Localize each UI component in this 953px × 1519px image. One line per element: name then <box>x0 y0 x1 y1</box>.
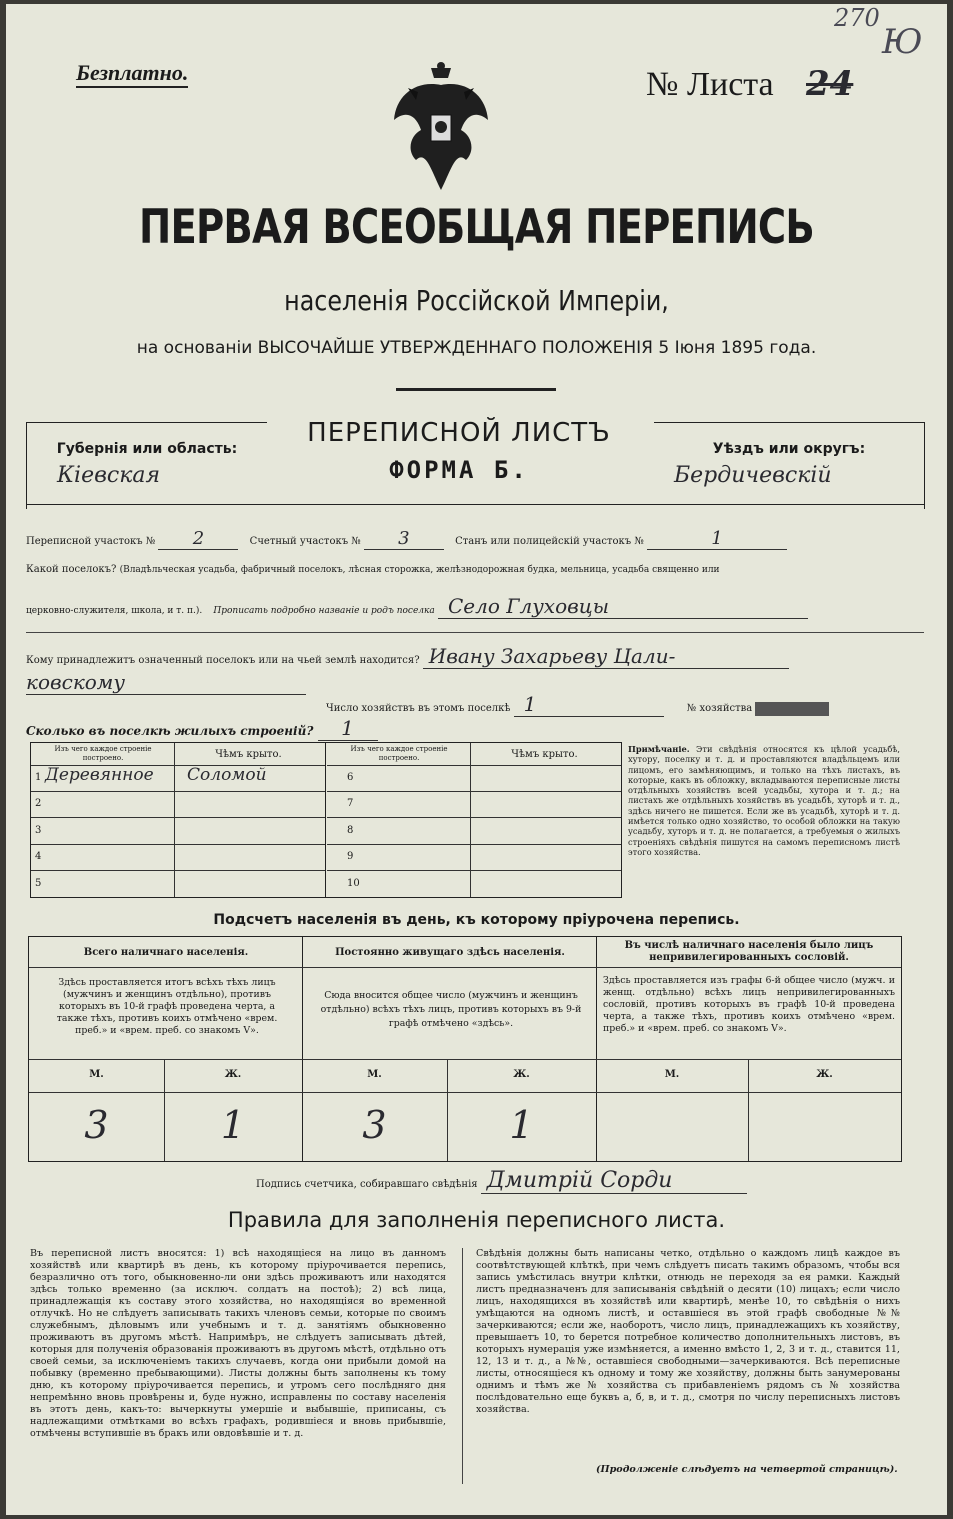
form-label: ФОРМА Б. <box>389 456 529 484</box>
sheet-title: ПЕРЕПИСНОЙ ЛИСТЪ <box>307 418 611 448</box>
count-district-value: 3 <box>364 528 444 550</box>
building-row <box>31 818 325 845</box>
settlement-question-line <box>26 564 926 575</box>
settlement-hint-1: (Владѣльческая усадьба, фабричный поселокъ, лѣсная сторожка, желѣзнодорожная будка, мельница, усадьба священно или <box>119 565 720 575</box>
settlement-question: Какой поселокъ? <box>26 564 117 575</box>
building-row-number: 5 <box>35 877 42 889</box>
owner-value-2: ковскому <box>26 670 306 695</box>
uezd-label: Уѣздъ или округъ: <box>712 441 866 457</box>
rules-right-column: Свѣдѣнія должны быть написаны четко, отдѣльно о каждомъ лицѣ каждое въ соотвѣтствующей клѣткѣ, при чемъ слѣдуетъ писать такимъ образомъ, чтобы вся запись умѣстилась внутри клѣтки, отнюдь не переходя за ея рамки. Каждый листъ предназначенъ для записыванія свѣдѣній о десяти (10) лицахъ; если число лицъ, находящихся въ хозяйствѣ или квартирѣ, менѣе 10, то свѣдѣнія о нихъ умѣщаются на одномъ листѣ, и оставшіеся въ этой графѣ свободные №№ зачеркиваются; если же, наоборотъ, число лицъ, принадлежащихъ къ хозяйству, превышаетъ 10, то берется потребное количество дополнительныхъ листовъ, въ которыхъ нумерація уже измѣняется, а именно вмѣсто 1, 2, 3 и т. д., ставится 11, 12, 13 и т. д., а №№, оставшіеся свободными—зачеркиваются. Всѣ переписные листы, относящіеся къ одному и тому же хозяйству, должны быть занумерованы однимъ и тѣмъ же № хозяйства съ прибавленіемъ рядомъ съ № хозяйства послѣдовательно еще буквъ а, б, в, и т. д., смотря по числу переписныхъ листовъ хозяйства. <box>476 1248 900 1415</box>
header-rule <box>26 504 924 505</box>
gubernia-label: Губернія или область: <box>56 441 238 457</box>
legal-basis: на основаніи ВЫСОЧАЙШЕ УТВЕРЖДЕННАГО ПОЛОЖЕНІЯ 5 Іюня 1895 года. <box>136 338 817 358</box>
building-row-number: 4 <box>35 851 42 863</box>
sheet-title-box <box>266 418 652 484</box>
archive-mark: Ю <box>882 22 923 62</box>
col-material-right: Изъ чего каждое строеніе построено. <box>350 745 448 762</box>
households-value: 1 <box>514 692 664 717</box>
households-label: Число хозяйствъ въ этомъ поселкѣ <box>326 703 511 714</box>
district-line <box>26 528 787 550</box>
building-row <box>31 871 325 897</box>
building-row <box>31 765 325 792</box>
building-row <box>327 844 621 871</box>
pop-col1-head: Всего наличнаго населенія. <box>83 947 249 958</box>
pop-col1-m-value: 3 <box>84 1103 109 1147</box>
building-row-number: 6 <box>347 772 354 783</box>
building-roof: Соломой <box>187 765 267 785</box>
rules-title: Правила для заполненія переписного листа. <box>227 1208 726 1232</box>
building-row-number: 2 <box>35 798 42 810</box>
count-district-label: Счетный участокъ № <box>249 536 361 547</box>
pop-col2-text: Сюда вносится общее число (мужчинъ и женщинъ отдѣльно) всѣхъ тѣхъ лицъ, противъ которыхъ въ 9-й графѣ отмѣчено «здѣсь». <box>320 990 582 1029</box>
pop-col3-text: Здѣсь проставляется изъ графы 6-й общее число (мужч. и женщ. отдѣльно) всѣхъ лицъ непривилегированныхъ сословій, противъ которыхъ въ графѣ 10-й проведена черта, а также тѣхъ, противъ коихъ отмѣчено «врем. преб.» и «врем. преб. со знакомъ V». <box>603 975 895 1034</box>
population-table <box>28 936 902 1162</box>
pop-col2-f-label: Ж. <box>513 1069 530 1080</box>
buildings-label: Сколько въ поселкѣ жилыхъ строеній? <box>26 724 314 738</box>
household-no-label: № хозяйства <box>686 703 753 714</box>
title-divider <box>396 388 556 391</box>
pop-col3-f-label: Ж. <box>816 1069 833 1080</box>
sheet-number: 24 <box>806 64 854 104</box>
building-row-number: 3 <box>35 824 42 836</box>
free-label: Безплатно. <box>76 60 188 88</box>
building-row <box>31 844 325 871</box>
pop-head-rule <box>29 967 901 968</box>
rules-divider <box>462 1248 463 1484</box>
rules-left-column: Въ переписной листъ вносятся: 1) всѣ находящіеся на лицо въ данномъ хозяйствѣ или квартирѣ въ день, къ которому пріурочивается перепись, безразлично отъ того, обыкновенно-ли они здѣсь проживаютъ или находятся здѣсь только временно (за исключ. солдатъ на постоѣ); 2) всѣ лица, принадлежащія къ составу этого хозяйства, но находящіяся во временной отлучкѣ. Но не слѣдуетъ записывать такихъ членовъ семьи, которые по своимъ служебнымъ, дѣловымъ или учебнымъ и т. д. занятіямъ обыкновенно проживаютъ въ другомъ мѣстѣ. Напримѣръ, не слѣдуетъ записывать дѣтей, которыя для полученія образованія проживаютъ въ другомъ мѣстѣ, отдѣльно отъ своей семьи, за исключеніемъ такихъ случаевъ, когда они прибыли домой на побывку (временно пребывающими). Листы должны быть заполнены къ тому дню, къ которому пріурочивается перепись, и утромъ сего послѣдняго дня непремѣнно вновь провѣрены и, буде нужно, исправлены по составу населенія въ этотъ день, какъ-то: вычеркнуты умершіе и выбывшіе, приписаны, съ надлежащими отмѣтками во всѣхъ графахъ, родившіеся и вновь прибывшіе, отмѣчены вступившіе въ бракъ или овдовѣвшіе и т. д. <box>30 1248 446 1439</box>
signature-line <box>256 1168 747 1194</box>
pop-col3-head: Въ числѣ наличнаго населенія было лицъ непривилегированныхъ сословій. <box>624 940 874 963</box>
owner-line <box>26 644 789 669</box>
pop-col2-f-value: 1 <box>509 1103 534 1147</box>
pop-col2-m-label: М. <box>367 1069 382 1080</box>
pop-col1-f-label: Ж. <box>224 1069 242 1080</box>
building-row-number: 8 <box>347 824 354 836</box>
uezd-value: Бердичевскій <box>674 463 832 488</box>
household-no-redacted <box>755 702 829 716</box>
double-headed-eagle-emblem <box>386 60 496 200</box>
sheet-label: № Листа <box>646 66 774 103</box>
signature-value: Дмитрій Сорди <box>481 1168 747 1194</box>
archive-page-number: 270 <box>834 4 880 32</box>
building-row-number: 9 <box>347 851 354 863</box>
stan-label: Станъ или полицейскій участокъ № <box>455 536 644 547</box>
settlement-hint-2: церковно-служителя, школа, и т. п.). <box>26 606 203 616</box>
col-roof-right: Чѣмъ крыто. <box>511 749 578 760</box>
col-material-left: Изъ чего каждое строеніе построено. <box>54 745 152 762</box>
col-roof-left: Чѣмъ крыто. <box>215 749 282 760</box>
census-form-page <box>6 4 947 1515</box>
owner-question: Кому принадлежитъ означенный поселокъ или на чьей землѣ находится? <box>26 655 420 666</box>
buildings-note <box>628 744 900 857</box>
census-district-label: Переписной участокъ № <box>26 536 156 547</box>
building-row-number: 7 <box>347 798 354 810</box>
building-row <box>31 791 325 818</box>
buildings-left-half <box>31 743 326 897</box>
note-title: Примѣчаніе. <box>628 744 690 754</box>
pop-col3-m-label: М. <box>664 1069 680 1080</box>
rules-continued: (Продолженіе слѣдуетъ на четвертой страницѣ). <box>596 1464 898 1475</box>
settlement-rule <box>26 632 924 633</box>
buildings-table <box>30 742 622 898</box>
settlement-answer-line <box>26 594 808 619</box>
building-row-number: 10 <box>347 877 360 889</box>
page-subtitle: населенія Россійской Имперіи, <box>284 284 669 317</box>
buildings-value: 1 <box>318 716 378 741</box>
pop-col2-m-value: 3 <box>362 1103 387 1147</box>
note-text: Эти свѣдѣнія относятся къ цѣлой усадьбѣ, хутору, поселку и т. д. и проставляются владѣльцемъ или лицомъ, его замѣняющимъ, и только на тѣхъ листахъ, въ которые, какъ въ обложку, вкладываются переписные листы отдѣльныхъ хозяйствъ всей усадьбы, хутора и т. д.; на листахъ же отдѣльныхъ хозяйствъ въ усадьбѣ, хуторѣ и т. д., здѣсь ничего не пишется. Если же въ усадьбѣ, хуторѣ и т. д. имѣется только одно хозяйство, то особой обложки на такую усадьбу, хуторъ и т. д. не полагается, а требуемыя о жилыхъ строеніяхъ свѣдѣнія пишутся на самомъ переписномъ листѣ этого хозяйства. <box>628 744 900 857</box>
pop-col1-text: Здѣсь проставляется итогъ всѣхъ тѣхъ лицъ (мужчинъ и женщинъ отдѣльно), противъ которыхъ въ 10-й графѣ проведена черта, а также тѣхъ, противъ коихъ отмѣчено «врем. преб.» и «врем. преб. со знакомъ V». <box>56 977 278 1036</box>
settlement-hint-3: Прописать подробно названіе и родъ поселка <box>213 606 435 616</box>
pop-divider-2 <box>596 937 597 1161</box>
uezd-box <box>654 422 925 509</box>
building-row <box>327 871 621 897</box>
gubernia-value: Кіевская <box>57 463 161 488</box>
census-district-value: 2 <box>158 528 238 550</box>
building-row <box>327 818 621 845</box>
building-row <box>327 791 621 818</box>
owner-value-1: Ивану Захарьеву Цали- <box>423 644 789 669</box>
stan-value: 1 <box>647 528 787 550</box>
building-row <box>327 765 621 792</box>
buildings-right-half <box>327 743 621 897</box>
pop-col1-f-value: 1 <box>220 1103 246 1147</box>
page-title: ПЕРВАЯ ВСЕОБЩАЯ ПЕРЕПИСЬ <box>139 200 814 255</box>
population-title: Подсчетъ населенія въ день, къ которому пріурочена перепись. <box>213 912 740 928</box>
pop-col2-head: Постоянно живущаго здѣсь населенія. <box>335 947 565 958</box>
signature-label: Подпись счетчика, собиравшаго свѣдѣнія <box>256 1179 478 1190</box>
building-material: Деревянное <box>45 765 154 785</box>
pop-mf-rule-bottom <box>29 1092 901 1093</box>
building-row-number: 1 <box>35 772 42 783</box>
pop-mf-rule-top <box>29 1059 901 1060</box>
pop-col1-m-label: М. <box>89 1069 104 1080</box>
buildings-line <box>26 716 378 741</box>
households-line <box>326 692 829 717</box>
settlement-value: Село Глуховцы <box>438 594 808 619</box>
gubernia-box <box>26 422 267 509</box>
